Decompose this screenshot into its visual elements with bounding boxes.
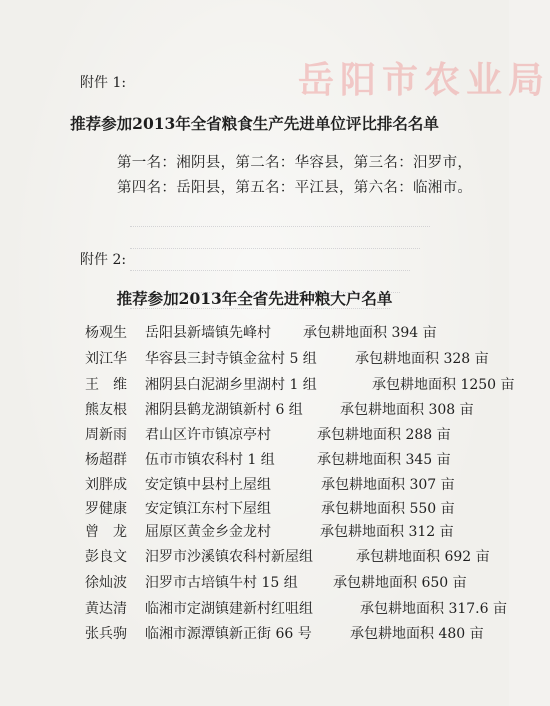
farmer-row <box>85 348 495 370</box>
farmer-name: 周新雨 <box>85 427 127 443</box>
farmer-address: 岳阳县新墙镇先峰村 <box>145 325 271 341</box>
bleed-through-line <box>130 248 420 250</box>
farmer-row <box>85 498 495 520</box>
farmer-address: 伍市市镇农科村 1 组 <box>145 452 275 468</box>
attachment-2-label: 附件 2: <box>80 252 127 268</box>
farmer-farmland-area: 承包耕地面积 1250 亩 <box>372 377 515 393</box>
attachment-1-label: 附件 1: <box>80 75 127 91</box>
farmer-row <box>85 623 495 645</box>
farmer-name: 黄达清 <box>85 601 127 617</box>
farmer-row <box>85 374 515 396</box>
farmer-name: 曾 龙 <box>85 524 127 540</box>
attachment-2-title: 推荐参加2013年全省先进种粮大户名单 <box>116 289 393 308</box>
farmer-farmland-area: 承包耕地面积 480 亩 <box>350 626 484 642</box>
farmer-row <box>85 424 495 446</box>
farmer-name: 刘胖成 <box>85 477 127 493</box>
farmer-row <box>85 546 495 568</box>
farmer-farmland-area: 承包耕地面积 288 亩 <box>317 427 451 443</box>
farmer-address: 汨罗市沙溪镇农科村新屋组 <box>145 549 313 565</box>
farmer-row <box>85 598 507 620</box>
farmer-row <box>85 399 495 421</box>
farmer-farmland-area: 承包耕地面积 550 亩 <box>321 501 455 517</box>
farmer-farmland-area: 承包耕地面积 345 亩 <box>317 452 451 468</box>
farmer-row <box>85 322 495 344</box>
farmer-name: 罗健康 <box>85 501 127 517</box>
ranking-line-2: 第四名：岳阳县，第五名：平江县，第六名：临湘市。 <box>117 180 473 196</box>
agency-watermark: 岳阳市农业局 <box>298 59 550 101</box>
farmer-address: 湘阴县白泥湖乡里湖村 1 组 <box>145 377 317 393</box>
farmer-row <box>85 572 495 594</box>
farmer-farmland-area: 承包耕地面积 307 亩 <box>321 477 455 493</box>
farmer-address: 临湘市定湖镇建新村红咀组 <box>145 601 313 617</box>
ranking-line-1: 第一名：湘阴县，第二名：华容县，第三名：汨罗市， <box>117 155 473 171</box>
farmer-address: 湘阴县鹤龙湖镇新村 6 组 <box>145 402 303 418</box>
farmer-address: 临湘市源潭镇新正街 66 号 <box>145 626 312 642</box>
farmer-farmland-area: 承包耕地面积 328 亩 <box>355 351 489 367</box>
farmer-name: 彭良文 <box>85 549 127 565</box>
farmer-address: 华容县三封寺镇金盆村 5 组 <box>145 351 317 367</box>
farmer-name: 杨超群 <box>85 452 127 468</box>
farmer-address: 屈原区黄金乡金龙村 <box>145 524 271 540</box>
farmer-farmland-area: 承包耕地面积 312 亩 <box>320 524 454 540</box>
farmer-name: 张兵驹 <box>85 626 127 642</box>
attachment-1-title: 推荐参加2013年全省粮食生产先进单位评比排名名单 <box>70 114 439 133</box>
farmer-address: 君山区许市镇凉亭村 <box>145 427 271 443</box>
farmer-row <box>85 449 495 471</box>
farmer-farmland-area: 承包耕地面积 650 亩 <box>333 575 467 591</box>
farmer-farmland-area: 承包耕地面积 317.6 亩 <box>360 601 507 617</box>
farmer-farmland-area: 承包耕地面积 394 亩 <box>303 325 437 341</box>
farmer-name: 徐灿波 <box>85 575 127 591</box>
farmer-address: 安定镇江东村下屋组 <box>145 501 271 517</box>
farmer-name: 王 维 <box>85 377 127 393</box>
bleed-through-line <box>130 270 410 272</box>
farmer-row <box>85 474 495 496</box>
farmer-name: 刘江华 <box>85 351 127 367</box>
farmer-name: 杨观生 <box>85 325 127 341</box>
farmer-address: 汨罗市古培镇牛村 15 组 <box>145 575 298 591</box>
farmer-row <box>85 521 495 543</box>
farmer-address: 安定镇中县村上屋组 <box>145 477 271 493</box>
farmer-farmland-area: 承包耕地面积 308 亩 <box>340 402 474 418</box>
farmer-farmland-area: 承包耕地面积 692 亩 <box>356 549 490 565</box>
bleed-through-line <box>130 226 430 228</box>
farmer-name: 熊友根 <box>85 402 127 418</box>
